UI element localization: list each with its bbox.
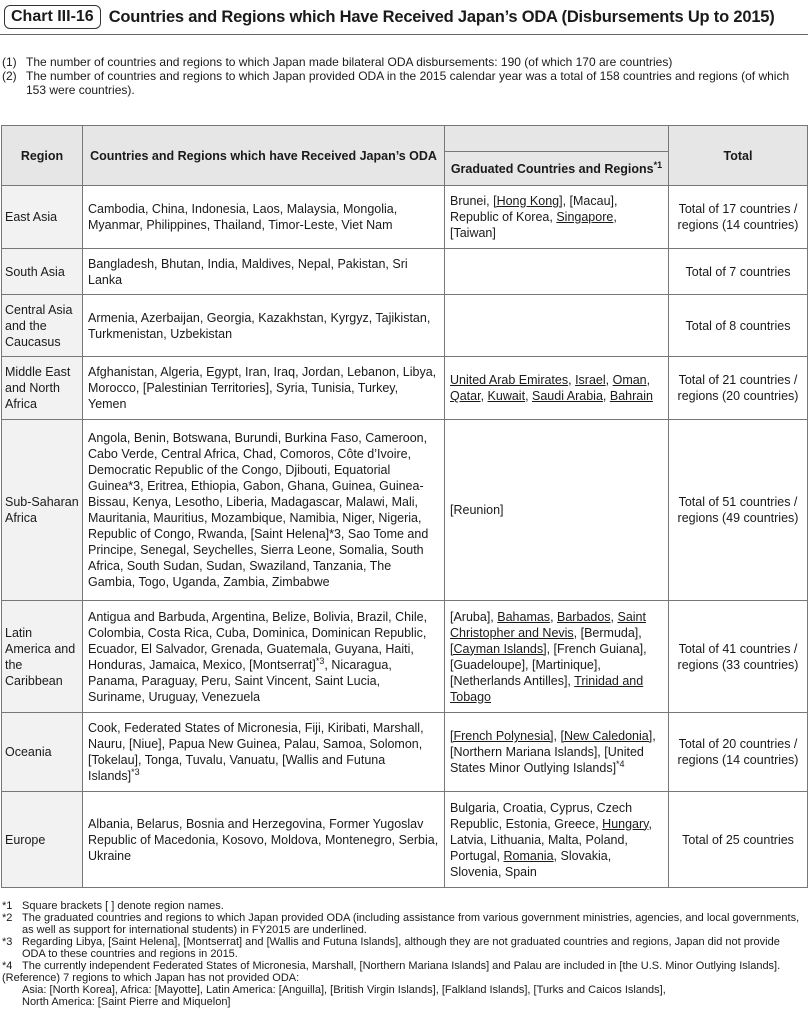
text-segment: , Nicaragua, Panama, Paraguay, Peru, Saint Vincent, Saint Lucia, Suriname, Uruguay, Venezuela (88, 657, 392, 704)
footnote-3 (2, 936, 805, 960)
footnote-4 (2, 960, 805, 972)
countries-cell (83, 186, 445, 249)
text-segment: *3 (131, 766, 140, 777)
text-segment: [New Caledonia] (560, 729, 653, 743)
graduated-cell (445, 295, 669, 357)
text-segment: Barbados (557, 609, 611, 624)
footnote-text: Regarding Libya, [Saint Helena], [Montserrat] and [Wallis and Futuna Islands], although they are not graduated countries and regions, Japan did not provide ODA to these countries and regions in 2015. (22, 936, 780, 960)
text-segment: Hungary (602, 816, 649, 831)
text-segment: Armenia, Azerbaijan, Georgia, Kazakhstan, Kyrgyz, Tajikistan, Turkmenistan, Uzbekistan (88, 310, 431, 341)
total-cell: Total of 8 countries (669, 295, 808, 357)
text-segment: , (646, 373, 651, 387)
table-row (2, 420, 808, 601)
text-segment: , Slovakia, Slovenia, Spain (450, 848, 612, 879)
region-cell: Oceania (2, 713, 83, 792)
oda-table (1, 125, 808, 888)
text-segment: Brunei (450, 194, 487, 208)
text-segment: , (549, 210, 557, 224)
text-segment: Republic of Korea (450, 210, 550, 224)
reference-line-1: Asia: [North Korea], Africa: [Mayotte], Latin America: [Anguilla], [British Virgin Islands], [Falkland Islands], [Turks and Caicos Islands], (22, 984, 666, 996)
header-graduated-label: Graduated Countries and Regions (450, 161, 654, 176)
text-segment: , [Northern Mariana Islands], [United States Minor Outlying Islands] (450, 729, 656, 775)
table-row (2, 713, 808, 792)
text-segment: United Arab Emirates (450, 373, 569, 387)
text-segment: Angola, Benin, Botswana, Burundi, Burkina Faso, Cameroon, Cabo Verde, Central Africa, Chad, Comoros, Côte d’Ivoire, Democratic Republic of the Congo, Djibouti, Equatorial Guinea*3, Eritrea, Ethiopia, Gabon, Ghana, Guinea, Guinea-Bissau, Kenya, Lesotho, Liberia, Madagascar, Malawi, Mali, Mauritania, Mauritius, Mozambique, Namibia, Niger, Nigeria, Republic of Congo, Rwanda, [Saint Helena]*3, Sao Tome and Principe, Senegal, Seychelles, Sierra Leone, Somalia, South Africa, South Sudan, Sudan, Swaziland, Tanzania, The Gambia, Togo, Uganda, Zambia, Zimbabwe (88, 431, 429, 589)
text-segment: , (610, 609, 618, 624)
text-segment: Bulgaria, Croatia, Cyprus, Czech Republic, Estonia, Greece, (450, 800, 633, 831)
graduated-cell (445, 713, 669, 792)
text-segment: Singapore (556, 210, 614, 224)
header-total: Total (669, 126, 808, 186)
header-countries: Countries and Regions which have Received Japan’s ODA (83, 126, 445, 186)
total-cell: Total of 20 countries / regions (14 countries) (669, 713, 808, 792)
text-segment: [Cayman Islands] (450, 641, 547, 656)
text-segment: , (553, 729, 561, 743)
countries-cell (83, 295, 445, 357)
text-segment: , [Taiwan] (450, 210, 617, 240)
text-segment: [French Polynesia] (450, 729, 554, 743)
text-segment: , (605, 373, 613, 387)
text-segment: Afghanistan, Algeria, Egypt, Iran, Iraq, Jordan, Lebanon, Libya, Morocco, [Palestinian Territories], Syria, Tunisia, Turkey, Yemen (88, 365, 437, 411)
graduated-cell (445, 792, 669, 888)
text-segment: Qatar (450, 389, 481, 403)
footnote-text: The currently independent Federated States of Micronesia, Marshall, [Northern Mariana Islands] and Palau are included in [the U.S. Minor Outlying Islands]. (22, 960, 781, 972)
text-segment: , (602, 389, 610, 403)
header-graduated-mark: *1 (653, 159, 663, 170)
table-row (2, 186, 808, 249)
text-segment: Saudi Arabia (532, 389, 603, 403)
table-row (2, 249, 808, 295)
chart-header (0, 0, 808, 35)
note-number: (1) (2, 55, 17, 69)
countries-cell (83, 249, 445, 295)
text-segment: Kuwait (487, 389, 526, 403)
text-segment: , [French Guiana], [Guadeloupe], [Martinique], [Netherlands Antilles], (450, 641, 647, 688)
graduated-cell (445, 357, 669, 420)
text-segment: Trinidad and Tobago (450, 673, 644, 704)
footnote-mark: *4 (2, 960, 13, 972)
header-region: Region (2, 126, 83, 186)
text-segment: , Latvia, Lithuania, Malta, Poland, Portugal, (450, 816, 652, 863)
text-segment: , [Bermuda], (573, 625, 642, 640)
footnote-text: Square brackets [ ] denote region names. (22, 900, 224, 912)
note-1 (2, 55, 802, 69)
text-segment: , (568, 373, 576, 387)
region-cell: Europe (2, 792, 83, 888)
total-cell: Total of 21 countries / regions (20 countries) (669, 357, 808, 420)
table-row (2, 357, 808, 420)
countries-cell (83, 420, 445, 601)
text-segment: Cook, Federated States of Micronesia, Fiji, Kiribati, Marshall, Nauru, [Niue], Papua New Guinea, Palau, Samoa, Solomon, [Tokelau], Tonga, Tuvalu, Vanuatu, [Wallis and Futuna Islands] (88, 721, 424, 783)
text-segment: *3 (315, 655, 325, 666)
chart-title: Countries and Regions which Have Received Japan’s ODA (Disbursements Up to 2015) (108, 7, 775, 26)
table-row (2, 295, 808, 357)
footnote-text: The graduated countries and regions to which Japan provided ODA (including assistance from various government ministries, agencies, and local governments, as well as support for international students) in FY2015 are underlined. (22, 912, 800, 936)
region-cell: Latin America and the Caribbean (2, 601, 83, 713)
footnote-1 (2, 900, 805, 912)
text-segment: , (525, 389, 533, 403)
text-segment: Bahrain (609, 389, 653, 403)
text-segment: [Aruba], (450, 609, 498, 624)
header-graduated (445, 152, 669, 186)
region-cell: Sub-Saharan Africa (2, 420, 83, 601)
footnote-mark: *1 (2, 900, 13, 912)
text-segment: Antigua and Barbuda, Argentina, Belize, Bolivia, Brazil, Chile, Colombia, Costa Rica, Cuba, Dominica, Dominican Republic, Ecuador, El Salvador, Grenada, Guatemala, Guyana, Haiti, Honduras, Jamaica, Mexico, [Montserrat] (88, 609, 428, 672)
total-cell: Total of 41 countries / regions (33 countries) (669, 601, 808, 713)
text-segment: Israel (575, 373, 606, 387)
text-segment: Saint Christopher and Nevis (450, 609, 646, 640)
graduated-cell (445, 420, 669, 601)
note-number: (2) (2, 69, 17, 83)
text-segment: , (550, 609, 558, 624)
text-segment: [Reunion] (450, 503, 504, 517)
text-segment: , (480, 389, 488, 403)
region-cell: Central Asia and the Caucasus (2, 295, 83, 357)
reference-title: (Reference) 7 regions to which Japan has not provided ODA: (2, 972, 300, 984)
note-text: The number of countries and regions to which Japan provided ODA in the 2015 calendar year was a total of 158 countries and regions (of which 153 were countries). (26, 69, 790, 97)
reference-line-2: North America: [Saint Pierre and Miquelon] (22, 996, 231, 1008)
text-segment: *4 (616, 758, 625, 769)
graduated-cell (445, 249, 669, 295)
text-segment: , (486, 194, 494, 208)
text-segment: [Hong Kong] (493, 194, 563, 208)
total-cell: Total of 25 countries (669, 792, 808, 888)
graduated-cell (445, 186, 669, 249)
text-segment: Bangladesh, Bhutan, India, Maldives, Nepal, Pakistan, Sri Lanka (88, 256, 408, 287)
table-row (2, 601, 808, 713)
header-graduated-spacer (445, 126, 669, 152)
text-segment: Cambodia, China, Indonesia, Laos, Malaysia, Mongolia, Myanmar, Philippines, Thailand, Timor-Leste, Viet Nam (88, 202, 398, 232)
graduated-cell (445, 601, 669, 713)
text-segment: Albania, Belarus, Bosnia and Herzegovina, Former Yugoslav Republic of Macedonia, Kosovo, Moldova, Montenegro, Serbia, Ukraine (88, 816, 439, 863)
text-segment: Bahamas (497, 609, 551, 624)
chart-label: Chart III-16 (4, 5, 101, 29)
countries-cell (83, 357, 445, 420)
intro-notes (2, 55, 802, 97)
text-segment: Oman (612, 373, 647, 387)
total-cell: Total of 7 countries (669, 249, 808, 295)
countries-cell (83, 713, 445, 792)
footnotes (2, 900, 805, 1008)
region-cell: South Asia (2, 249, 83, 295)
total-cell: Total of 17 countries / regions (14 countries) (669, 186, 808, 249)
text-segment: , [Macau], (562, 194, 618, 208)
footnote-2 (2, 912, 805, 936)
note-2 (2, 69, 802, 97)
footnote-mark: *2 (2, 912, 13, 924)
region-cell: East Asia (2, 186, 83, 249)
text-segment: Romania (503, 848, 554, 863)
footnote-mark: *3 (2, 936, 13, 948)
total-cell: Total of 51 countries / regions (49 countries) (669, 420, 808, 601)
countries-cell (83, 601, 445, 713)
note-text: The number of countries and regions to which Japan made bilateral ODA disbursements: 190 (of which 170 are countries) (26, 55, 673, 69)
table-row (2, 792, 808, 888)
region-cell: Middle East and North Africa (2, 357, 83, 420)
countries-cell (83, 792, 445, 888)
